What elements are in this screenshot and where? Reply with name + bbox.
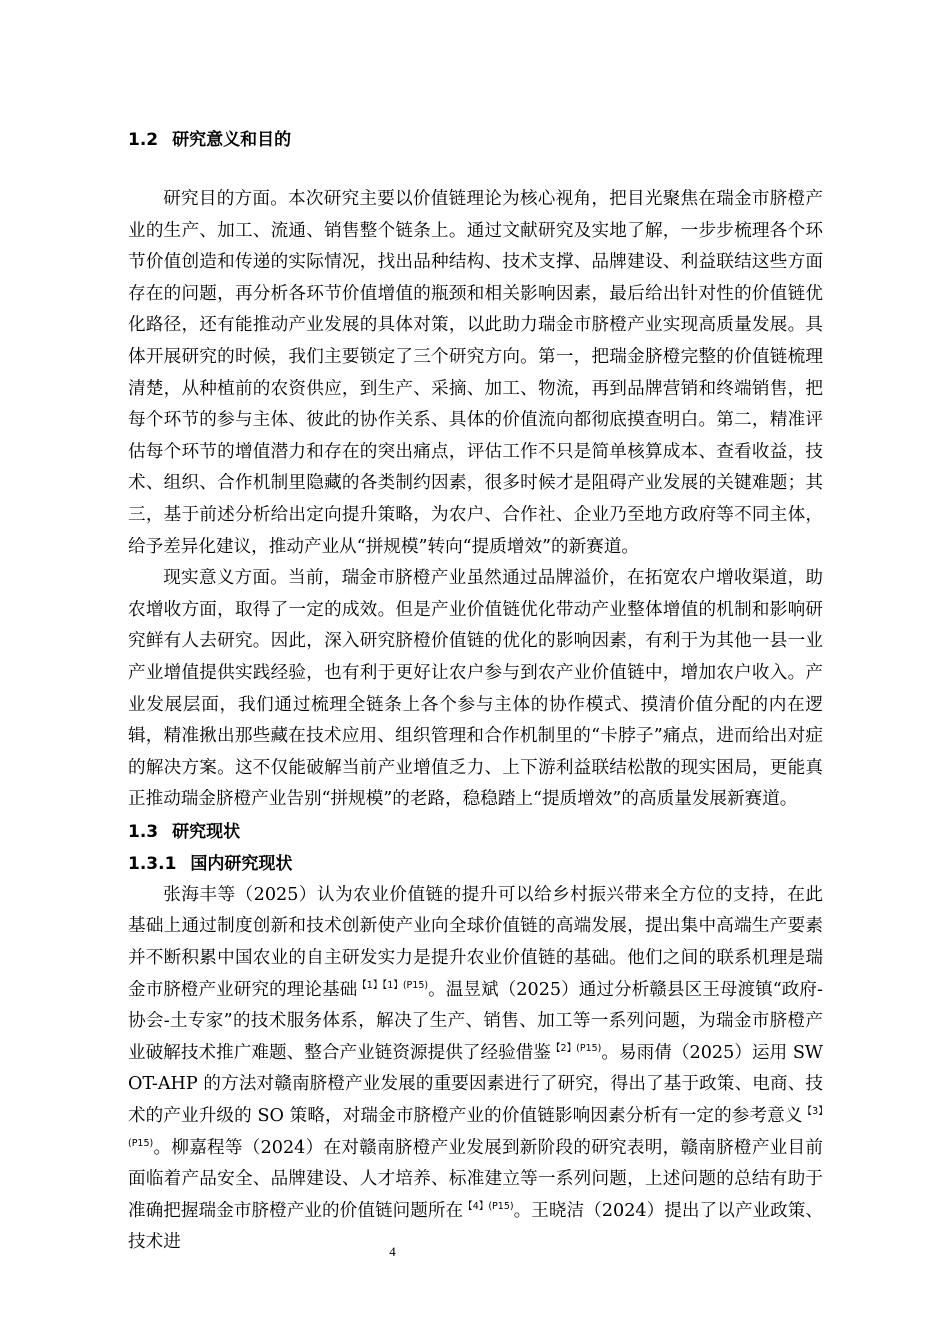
section-title: 国内研究现状 [190, 853, 293, 874]
text-run: 张海丰等（2025）认为农业价值链的提升可以给乡村振兴带来全方位的支持，在此基础上通过制度创新和技术创新使产业向全球价值链的高端发展，提出集中高端生产要素并不断积累中国农业的自主研发实力是提升农业价值链的基础。他们之间的联系机理是瑞金市脐橙产业研究的理论基础 [128, 884, 823, 1000]
section-title: 研究意义和目的 [172, 130, 292, 150]
section-heading-1-3-1 [128, 848, 823, 880]
citation-4: 【4】(P15) [463, 1200, 514, 1212]
paragraph-research-purpose: 研究目的方面。本次研究主要以价值链理论为核心视角，把目光聚焦在瑞金市脐橙产业的生产、加工、流通、销售整个链条上。通过文献研究及实地了解，一步步梳理各个环节价值创造和传递的实际情况，找出品种结构、技术支撑、品牌建设、利益联结这些方面存在的问题，再分析各环节价值增值的瓶颈和相关影响因素，最后给出针对性的价值链优化路径，还有能推动产业发展的具体对策，以此助力瑞金市脐橙产业实现高质量发展。具体开展研究的时候，我们主要锁定了三个研究方向。第一，把瑞金脐橙完整的价值链梳理清楚，从种植前的农资供应，到生产、采摘、加工、物流，再到品牌营销和终端销售，把每个环节的参与主体、彼此的协作关系、具体的价值流向都彻底摸查明白。第二，精准评估每个环节的增值潜力和存在的突出痛点，评估工作不只是简单核算成本、查看收益，技术、组织、合作机制里隐藏的各类制约因素，很多时候才是阻碍产业发展的关键难题；其三，基于前述分析给出定向提升策略，为农户、合作社、企业乃至地方政府等不同主体，给予差异化建议，推动产业从“拼规模”转向“提质增效”的新赛道。 [128, 189, 823, 557]
section-number: 1.3.1 [128, 853, 177, 874]
text-run: 。柳嘉程等（2024）在对赣南脐橙产业发展到新阶段的研究表明，赣南脐橙产业目前面临着产品安全、品牌建设、人才培养、标准建立等一系列问题，上述问题的总结有助于准确把握瑞金市脐橙产业的价值链问题所在 [128, 1137, 823, 1221]
section-heading-1-3 [128, 816, 823, 848]
section-heading-1-2 [128, 124, 823, 156]
section-number: 1.3 [128, 821, 159, 842]
page-number: 4 [389, 1244, 396, 1259]
text-run: 。温昱斌（2025）通过分析赣县区王母渡镇“政府-协会-土专家”的技术服务体系，解决了生产、销售、加工等一系列问题，为瑞金市脐橙产业破解技术推广难题、整合产业链资源提供了经验借鉴 [128, 979, 823, 1063]
paragraph-domestic-research [128, 880, 823, 1259]
paragraph-practical-significance: 现实意义方面。当前，瑞金市脐橙产业虽然通过品牌溢价，在拓宽农户增收渠道，助农增收方面，取得了一定的成效。但是产业价值链优化带动产业整体增值的机制和影响研究鲜有人去研究。因此，深入研究脐橙价值链的优化的影响因素，有利于为其他一县一业产业增值提供实践经验，也有利于更好让农户参与到农产业价值链中，增加农户收入。产业发展层面，我们通过梳理全链条上各个参与主体的协作模式、摸清价值分配的内在逻辑，精准揪出那些藏在技术应用、组织管理和合作机制里的“卡脖子”痛点，进而给出对症的解决方案。这不仅能破解当前产业增值乏力、上下游利益联结松散的现实困局，更能真正推动瑞金脐橙产业告别“拼规模”的老路，稳稳踏上“提质增效”的高质量发展新赛道。 [128, 568, 823, 810]
citation-2: 【2】(P15) [551, 1042, 602, 1054]
page-content [128, 124, 823, 1259]
section-title: 研究现状 [172, 821, 241, 842]
citation-1: 【1】【1】(P15) [357, 979, 429, 991]
text-run: 。易雨倩（2025）运用 SWOT-AHP 的方法对赣南脐橙产业发展的重要因素进行了研究，得出了基于政策、电商、技术的产业升级的 SO 策略，对瑞金市脐橙产业的价值链影响因素分析有一定的参考意义 [128, 1042, 823, 1127]
text-run: 。王晓洁（2024）提出了以产业政策、技术进 [128, 1200, 823, 1253]
citation-3: 【3】(P15) [128, 1106, 823, 1149]
section-number: 1.2 [128, 130, 159, 150]
